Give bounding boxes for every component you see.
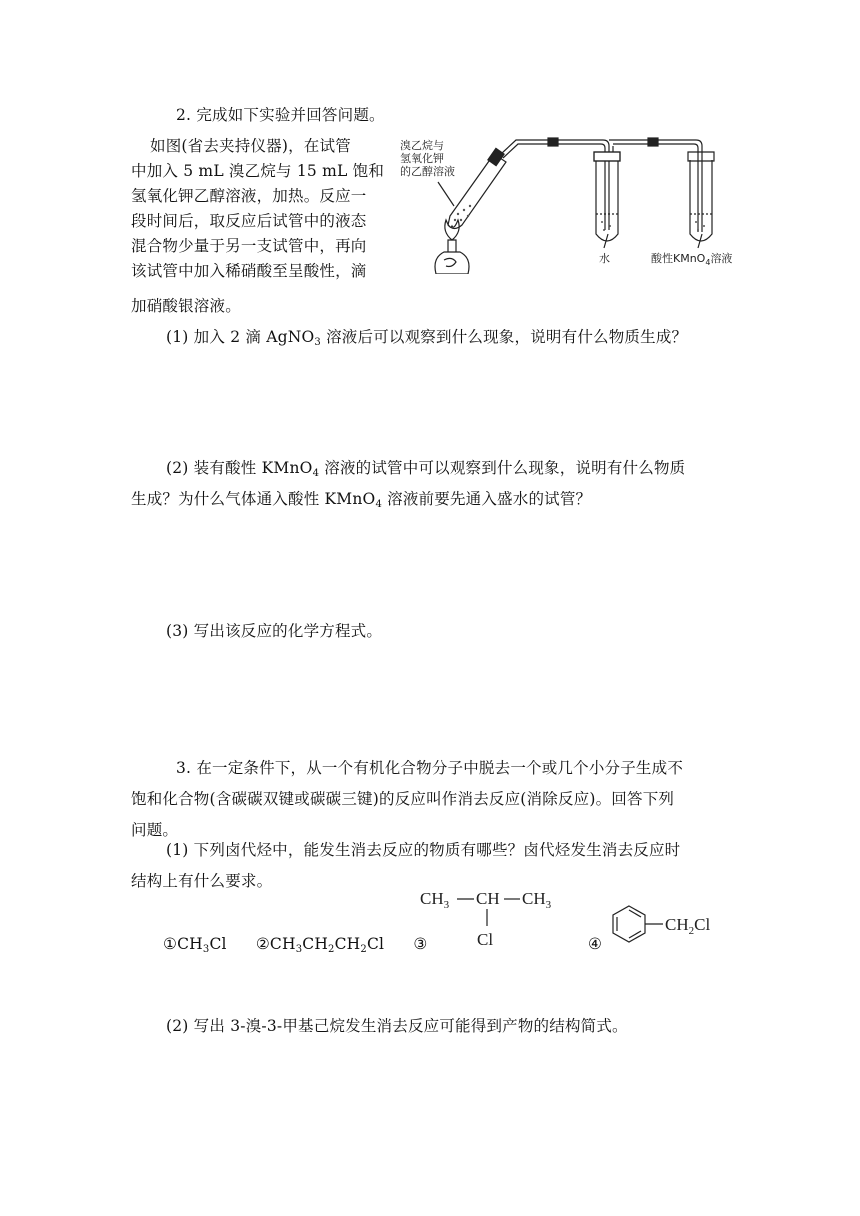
q2-intro-line-5: 混合物少量于另一支试管中，再向	[131, 237, 367, 255]
ch3-right: $CH_3$	[522, 889, 552, 911]
label-kmno4: 酸性KMnO$_4$溶液	[651, 252, 733, 267]
option-2: $②CH_3CH_2CH_2Cl$	[255, 935, 385, 955]
option-1: $①CH_3Cl$	[163, 935, 227, 955]
stopper-2	[594, 152, 620, 161]
connector-2	[648, 138, 658, 146]
water-test-tube	[596, 160, 618, 241]
label-reagent-line2: 氢氧化钾	[400, 152, 444, 165]
benzene-ring	[613, 906, 645, 942]
experiment-apparatus-figure	[398, 122, 758, 274]
q2-sub3: (3) 写出该反应的化学方程式。	[166, 622, 383, 640]
q3-intro-line3: 问题。	[131, 821, 179, 839]
q2-intro-line-4: 段时间后，取反应后试管中的液态	[131, 212, 367, 230]
flame	[445, 220, 459, 240]
ch3-left: $CH_3$	[420, 889, 450, 911]
option-4-label: ④	[588, 935, 603, 953]
connector-1	[548, 138, 558, 146]
stopper-1	[488, 148, 504, 165]
q2-intro-line-3: 氢氧化钾乙醇溶液，加热。反应一	[131, 187, 367, 205]
option-3-label: ③	[413, 935, 428, 953]
q3-intro-line2: 饱和化合物(含碳碳双键或碳碳三键)的反应叫作消去反应(消除反应)。回答下列	[131, 790, 675, 808]
q3-sub2: (2) 写出 3-溴-3-甲基己烷发生消去反应可能得到产物的结构简式。	[166, 1017, 628, 1035]
q2-header: 2. 完成如下实验并回答问题。	[176, 106, 385, 124]
q2-intro-line-7: 加硝酸银溶液。	[131, 297, 241, 315]
label-water: 水	[599, 252, 610, 265]
q2-intro-line-2: 中加入 5 mL 溴乙烷与 15 mL 饱和	[131, 162, 385, 180]
ch2cl-group: $CH_2Cl$	[665, 915, 711, 937]
q3-sub1-line1: (1) 下列卤代烃中，能发生消去反应的物质有哪些？卤代烃发生消去反应时	[166, 841, 681, 859]
q3-sub1-line2: 结构上有什么要求。	[131, 872, 273, 890]
delivery-tube-1	[501, 140, 609, 230]
q3-intro-line1: 3. 在一定条件下，从一个有机化合物分子中脱去一个或几个小分子生成不	[176, 759, 684, 777]
kmno4-test-tube	[690, 160, 712, 241]
q2-intro-line-1: 如图(省去夹持仪器)，在试管	[150, 137, 351, 155]
alcohol-lamp	[435, 252, 469, 274]
reaction-test-tube	[448, 154, 506, 229]
label-reagent-line1: 溴乙烷与	[400, 139, 444, 152]
label-reagent-line3: 的乙醇溶液	[400, 165, 455, 178]
q2-sub2-line1: (2) 装有酸性 KMnO$_4$ 溶液的试管中可以观察到什么现象，说明有什么物质	[166, 459, 686, 479]
q2-sub2-line2: 生成？为什么气体通入酸性 KMnO$_4$ 溶液前要先通入盛水的试管？	[131, 490, 592, 510]
cl-atom: Cl	[477, 930, 494, 949]
q2-intro-line-6: 该试管中加入稀硝酸至呈酸性，滴	[131, 262, 367, 280]
structure-benzyl-chloride	[603, 900, 727, 954]
q2-sub1: (1) 加入 2 滴 AgNO$_3$ 溶液后可以观察到什么现象，说明有什么物质生成？	[166, 328, 688, 348]
ch-center: CH	[476, 889, 500, 908]
structure-2-chloropropane	[418, 884, 568, 950]
q3-options-row	[163, 934, 427, 954]
